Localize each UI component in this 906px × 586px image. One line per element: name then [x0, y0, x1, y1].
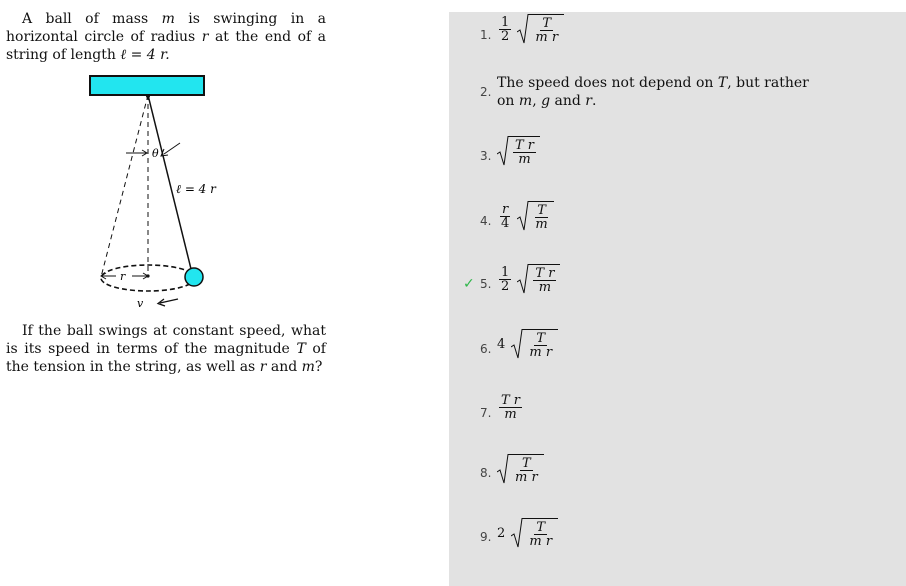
- theta-arrow-right: [164, 143, 180, 154]
- mirror-string: [101, 95, 148, 277]
- answer-option-2[interactable]: [449, 74, 906, 114]
- answer-option-9[interactable]: [449, 518, 906, 558]
- option-expression: 4 $\frac{T}{\text{m r}}$: [497, 329, 558, 359]
- option-text: The speed does not depend on T, but rather on m, g and r.: [497, 75, 809, 109]
- option-expression: $\frac{\text{T r}}{m}$: [497, 136, 540, 166]
- option-expression: 2 $\frac{T}{\text{m r}}$: [497, 518, 558, 548]
- pendulum-diagram: [80, 70, 230, 315]
- question-intro: A ball of mass m is swinging in a horizontal circle of radius r at the end of a string of length ℓ = 4 r.: [6, 11, 327, 63]
- correct-check-icon: ✓: [463, 276, 475, 292]
- radius-label: r: [120, 270, 126, 283]
- answer-option-6[interactable]: [449, 329, 906, 369]
- answer-option-8[interactable]: [449, 454, 906, 494]
- ceiling-bar: [90, 76, 204, 95]
- answer-option-4[interactable]: [449, 201, 906, 241]
- option-number: 3.: [480, 149, 492, 163]
- pivot: [146, 94, 150, 98]
- pendulum-figure: [80, 70, 230, 315]
- answer-option-5[interactable]: [449, 264, 906, 304]
- answer-panel: [449, 12, 906, 586]
- option-expression: $\frac{1}{2}$ $\frac{T}{\text{m r}}$: [497, 14, 564, 44]
- length-label: ℓ = 4 r: [176, 182, 216, 196]
- option-number: 9.: [480, 530, 492, 544]
- option-number: 7.: [480, 406, 492, 420]
- answer-option-7[interactable]: [449, 392, 906, 432]
- question-block: [6, 10, 326, 64]
- option-number: 4.: [480, 214, 492, 228]
- answer-option-1[interactable]: [449, 14, 906, 54]
- option-expression: $\frac{T}{\text{m r}}$: [497, 454, 544, 484]
- answer-option-3[interactable]: [449, 136, 906, 176]
- option-expression: $\frac{\text{T r}}{m}$: [501, 393, 521, 422]
- ball: [185, 268, 203, 286]
- velocity-label: v: [137, 297, 144, 310]
- question-prompt: If the ball swings at constant speed, what is its speed in terms of the magnitude T of the tension in the string, as well as r and m?: [6, 323, 326, 375]
- option-number: 1.: [480, 28, 492, 42]
- option-expression: $\frac{r}{4}$ $\frac{T}{m}$: [497, 201, 554, 231]
- option-number: 5.: [480, 277, 492, 291]
- option-expression: $\frac{1}{2}$ $\frac{\text{T r}}{m}$: [497, 264, 560, 294]
- option-number: 6.: [480, 342, 492, 356]
- option-number: 8.: [480, 466, 492, 480]
- theta-label: θ: [152, 147, 159, 160]
- option-number: 2.: [480, 85, 492, 99]
